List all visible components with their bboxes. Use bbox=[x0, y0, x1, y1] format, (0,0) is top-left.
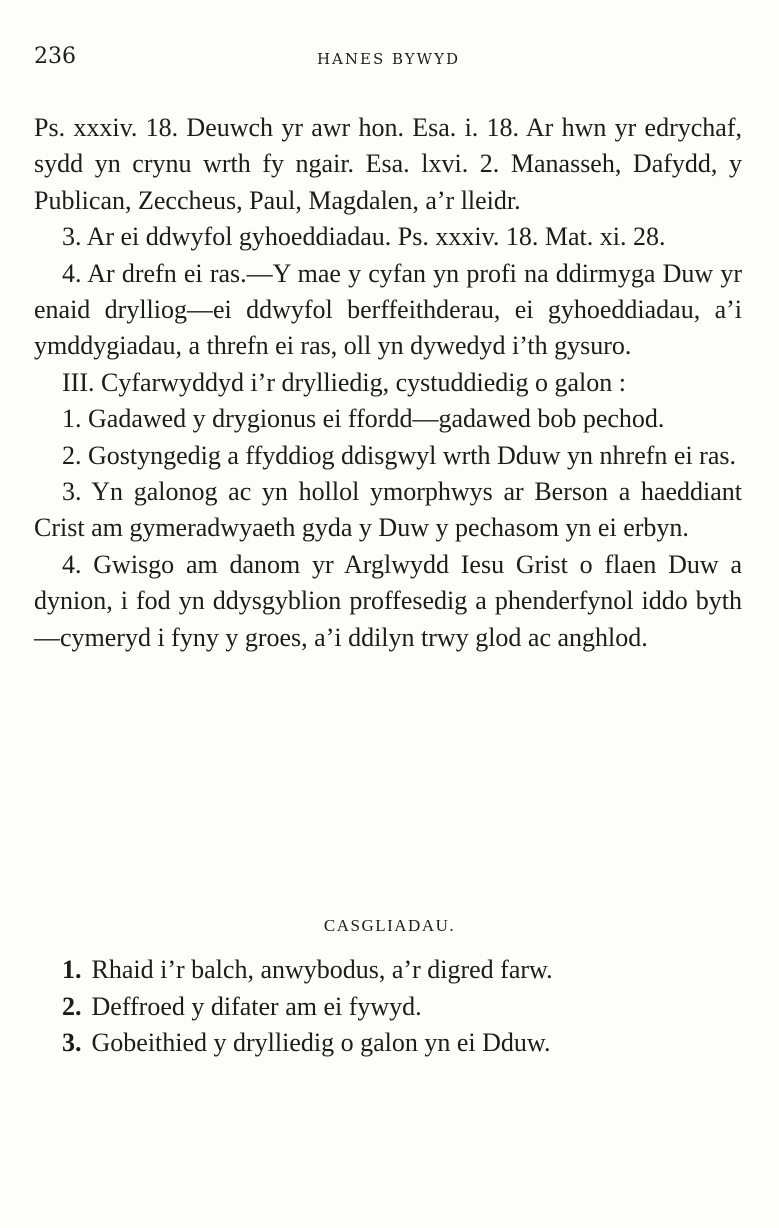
list-item-number: 3. bbox=[62, 1028, 82, 1057]
page-number: 236 bbox=[34, 44, 76, 69]
conclusions-title: CASGLIADAU. bbox=[323, 916, 456, 935]
list-item-number: 2. bbox=[62, 991, 82, 1021]
page-header bbox=[34, 44, 743, 78]
section-heading-III: III. Cyfarwyddyd i’r drylliedig, cystuddiedig o galon : bbox=[62, 367, 626, 397]
list-item bbox=[62, 989, 742, 1026]
paragraph-direction-1: 1. Gadawed y drygionus ei ffordd—gadawed bob pechod. bbox=[62, 404, 665, 434]
list-item bbox=[62, 1025, 742, 1062]
body-text bbox=[34, 110, 742, 656]
paragraph-scripture-refs: Ps. xxxiv. 18. Deuwch yr awr hon. Esa. i. 18. Ar hwn yr edrychaf, sydd yn crynu wrth fy ngair. Esa. lxvi. 2. Manasseh, Dafydd, y Publican, Zeccheus, Paul, Magdalen, a’r lleidr. bbox=[34, 113, 742, 215]
list-item-text: Deffroed y difater am ei fywyd. bbox=[91, 991, 422, 1021]
paragraph-direction-3: 3. Yn galonog ac yn hollol ymorphwys ar Berson a haeddiant Crist am gymeradwyaeth gyda y Duw y pechasom yn ei erbyn. bbox=[34, 477, 742, 543]
list-item-number: 1. bbox=[62, 955, 82, 984]
list-item bbox=[62, 952, 742, 989]
paragraph-direction-2: 2. Gostyngedig a ffyddiog ddisgwyl wrth Dduw yn nhrefn ei ras. bbox=[62, 440, 736, 470]
list-item-text: Gobeithied y drylliedig o galon yn ei Dduw. bbox=[91, 1028, 551, 1057]
list-item-text: Rhaid i’r balch, anwybodus, a’r digred farw. bbox=[91, 955, 553, 984]
paragraph-direction-4: 4. Gwisgo am danom yr Arglwydd Iesu Grist o flaen Duw a dynion, i fod yn ddysgyblion proffesedig a phenderfynol iddo byth—cymeryd i fyny y groes, a’i ddilyn trwy glod ac anghlod. bbox=[34, 549, 742, 652]
running-head: HANES BYWYD bbox=[316, 50, 461, 68]
conclusions-list bbox=[62, 952, 742, 1062]
paragraph-point-3: 3. Ar ei ddwyfol gyhoeddiadau. Ps. xxxiv. 18. Mat. xi. 28. bbox=[62, 222, 666, 252]
paragraph-point-4: 4. Ar drefn ei ras.—Y mae y cyfan yn profi na ddirmyga Duw yr enaid drylliog—ei ddwyfol berffeithderau, ei gyhoeddiadau, a’i ymddygiadau, a threfn ei ras, oll yn dywedyd i’th gysuro. bbox=[34, 258, 742, 361]
